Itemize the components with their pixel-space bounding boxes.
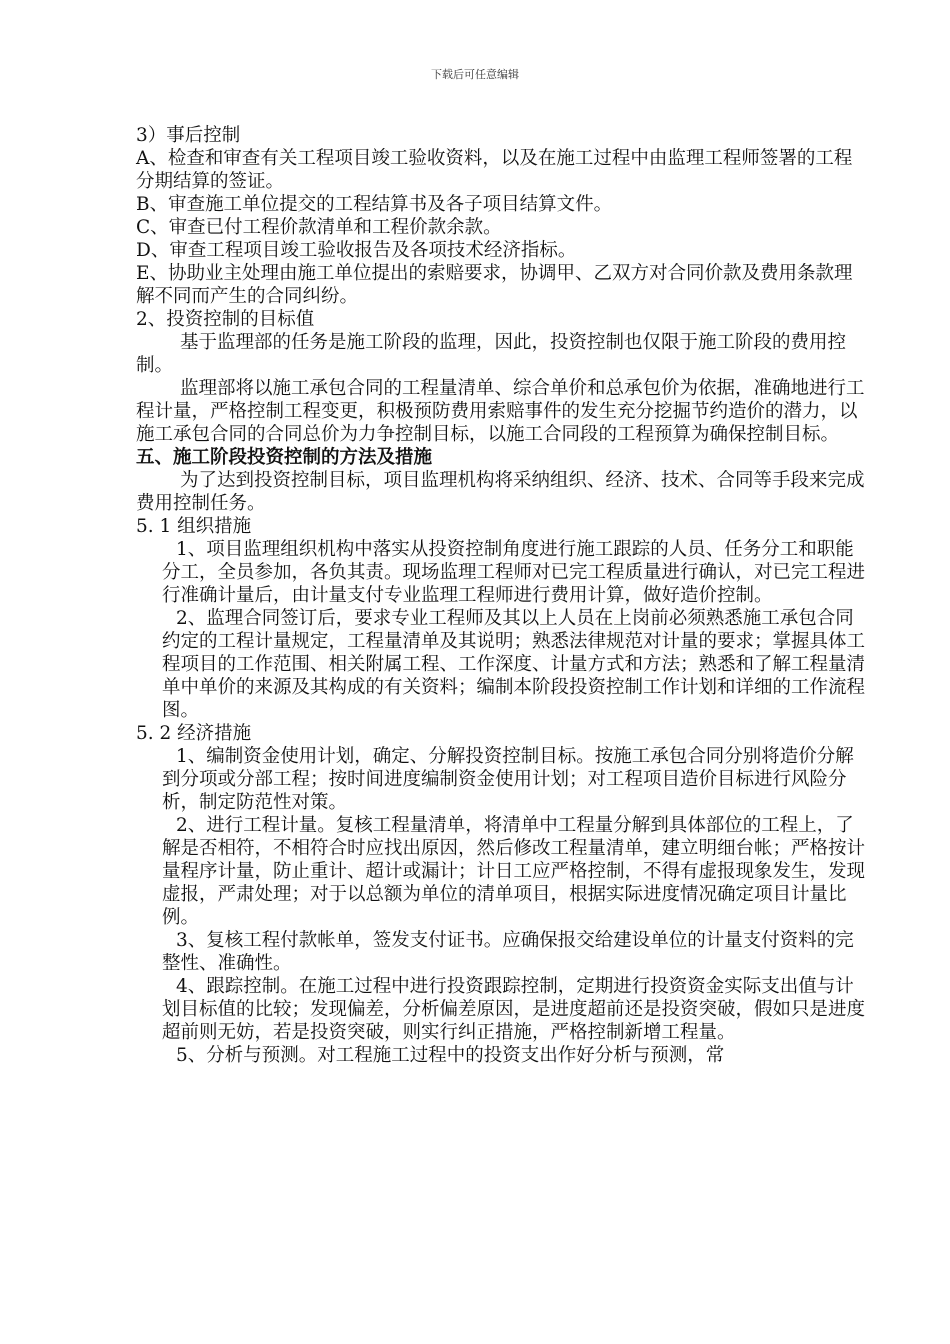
section-heading: 五、施工阶段投资控制的方法及措施 <box>136 447 433 468</box>
page-header: 下载后可任意编辑 <box>431 68 519 81</box>
list-item: 2、进行工程计量。复核工程量清单，将清单中工程量分解到具体部位的工程上，了解是否相符，不相符合时应找出原因，然后修改工程量清单，建立明细台帐；严格按计量程序计量，防止重计、超计或漏计；计日工应严格控制，不得有虚报现象发生，发现虚报，严肃处理；对于以总额为单位的清单项目，根据实际进度情况确定项目计量比例。 <box>162 815 866 928</box>
paragraph: 基于监理部的任务是施工阶段的监理，因此，投资控制也仅限于施工阶段的费用控制。 <box>136 332 847 376</box>
list-item: 1、编制资金使用计划，确定、分解投资控制目标。按施工承包合同分别将造价分解到分项或分部工程；按时间进度编制资金使用计划；对工程项目造价目标进行风险分析，制定防范性对策。 <box>162 746 854 813</box>
list-item: 1、项目监理组织机构中落实从投资控制角度进行施工跟踪的人员、任务分工和职能分工，全员参加，各负其责。现场监理工程师对已完工程质量进行确认，对已完工程进行准确计量后，由计量支付专业监理工程师进行费用计算，做好造价控制。 <box>162 539 866 606</box>
paragraph: 监理部将以施工承包合同的工程量清单、综合单价和总承包价为依据，准确地进行工程计量，严格控制工程变更，积极预防费用索赔事件的发生充分挖掘节约造价的潜力，以施工承包合同的合同总价为力争控制目标，以施工合同段的工程预算为确保控制目标。 <box>136 378 865 445</box>
list-item: 5、分析与预测。对工程施工过程中的投资支出作好分析与预测，常 <box>176 1045 725 1066</box>
document-body <box>136 124 866 1067</box>
subsection-heading: 3）事后控制 <box>136 125 241 146</box>
subsection-heading: 5. 1 组织措施 <box>136 516 252 537</box>
paragraph: D、审查工程项目竣工验收报告及各项技术经济指标。 <box>136 240 577 261</box>
paragraph: E、协助业主处理由施工单位提出的索赔要求，协调甲、乙双方对合同价款及费用条款理解不同而产生的合同纠纷。 <box>136 263 853 307</box>
list-item: 2、监理合同签订后，要求专业工程师及其以上人员在上岗前必须熟悉施工承包合同约定的工程计量规定，工程量清单及其说明；熟悉法律规范对计量的要求；掌握具体工程项目的工作范围、相关附属工程、工作深度、计量方式和方法；熟悉和了解工程量清单中单价的来源及其构成的有关资料；编制本阶段投资控制工作计划和详细的工作流程图。 <box>162 608 866 721</box>
subsection-heading: 5. 2 经济措施 <box>136 723 252 744</box>
paragraph: 为了达到投资控制目标，项目监理机构将采纳组织、经济、技术、合同等手段来完成费用控制任务。 <box>136 470 865 514</box>
paragraph: B、审查施工单位提交的工程结算书及各子项目结算文件。 <box>136 194 613 215</box>
list-item: 3、复核工程付款帐单，签发支付证书。应确保报交给建设单位的计量支付资料的完整性、准确性。 <box>162 930 854 974</box>
paragraph: C、审查已付工程价款清单和工程价款余款。 <box>136 217 502 238</box>
subsection-heading: 2、投资控制的目标值 <box>136 309 315 330</box>
paragraph: A、检查和审查有关工程项目竣工验收资料，以及在施工过程中由监理工程师签署的工程分期结算的签证。 <box>136 148 853 192</box>
list-item: 4、跟踪控制。在施工过程中进行投资跟踪控制，定期进行投资资金实际支出值与计划目标值的比较；发现偏差，分析偏差原因，是进度超前还是投资突破，假如只是进度超前则无妨，若是投资突破，则实行纠正措施，严格控制新增工程量。 <box>162 976 866 1043</box>
